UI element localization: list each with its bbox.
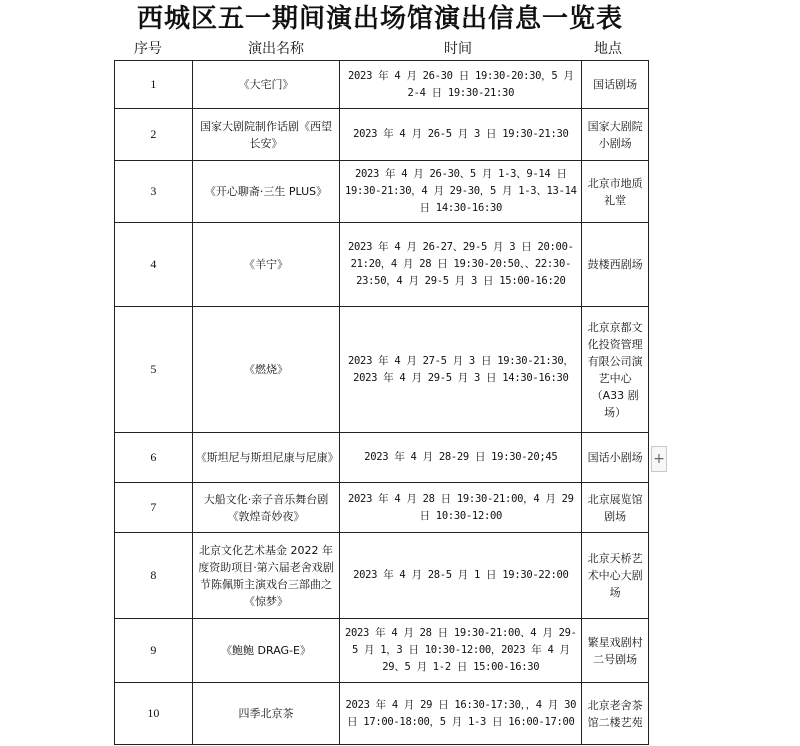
cell-place: 鼓楼西剧场: [582, 223, 649, 307]
cell-no: 6: [115, 433, 193, 483]
table-row: [115, 433, 649, 483]
header-name: 演出名称: [248, 41, 304, 57]
cell-place: 繁星戏剧村二号剧场: [582, 619, 649, 683]
cell-time: 2023 年 4 月 26-30 日 19:30-20:30，5 月 2-4 日 19:30-21:30: [340, 61, 582, 109]
cell-name: 大船文化·亲子音乐舞台剧《敦煌奇妙夜》: [192, 483, 340, 533]
cell-place: 北京老舍茶馆二楼艺苑: [582, 683, 649, 745]
cell-name: 国家大剧院制作话剧《西望长安》: [192, 109, 340, 161]
cell-name: 《鲍鲍 DRAG-E》: [192, 619, 340, 683]
cell-name: 北京文化艺术基金 2022 年度资助项目·第六届老舍戏剧节陈佩斯主演戏台三部曲之《惊梦》: [192, 533, 340, 619]
header-time: 时间: [444, 41, 472, 57]
cell-no: 2: [115, 109, 193, 161]
performance-table: [114, 60, 649, 745]
cell-name: 《开心聊斋·三生 PLUS》: [192, 161, 340, 223]
column-headers: [0, 38, 800, 60]
table-row: [115, 161, 649, 223]
table-row: [115, 483, 649, 533]
cell-place: 国话小剧场: [582, 433, 649, 483]
header-no: 序号: [134, 41, 162, 57]
cell-place: 北京市地质礼堂: [582, 161, 649, 223]
table-row: [115, 109, 649, 161]
cell-place: 北京展览馆剧场: [582, 483, 649, 533]
table-row: [115, 619, 649, 683]
cell-name: 《大宅门》: [192, 61, 340, 109]
cell-name: 《燃烧》: [192, 307, 340, 433]
table-row: [115, 683, 649, 745]
table-row: [115, 307, 649, 433]
cell-time: 2023 年 4 月 29 日 16:30-17:30，，4 月 30 日 17:00-18:00，5 月 1-3 日 16:00-17:00: [340, 683, 582, 745]
cell-time: 2023 年 4 月 26-30、5 月 1-3、9-14 日 19:30-21:30，4 月 29-30，5 月 1-3、13-14 日 14:30-16:30: [340, 161, 582, 223]
table-row: [115, 223, 649, 307]
cell-no: 8: [115, 533, 193, 619]
cell-no: 4: [115, 223, 193, 307]
cell-time: 2023 年 4 月 28-5 月 1 日 19:30-22:00: [340, 533, 582, 619]
cell-name: 《斯坦尼与斯坦尼康与尼康》: [192, 433, 340, 483]
cell-time: 2023 年 4 月 26-27、29-5 月 3 日 20:00-21:20，4 月 28 日 19:30-20:50、、22:30-23:50，4 月 29-5 月 3 日 15:00-16:20: [340, 223, 582, 307]
cell-place: 国话剧场: [582, 61, 649, 109]
add-row-button[interactable]: +: [651, 446, 667, 472]
cell-time: 2023 年 4 月 26-5 月 3 日 19:30-21:30: [340, 109, 582, 161]
cell-name: 四季北京茶: [192, 683, 340, 745]
cell-name: 《羊宁》: [192, 223, 340, 307]
cell-place: 国家大剧院小剧场: [582, 109, 649, 161]
cell-no: 5: [115, 307, 193, 433]
cell-time: 2023 年 4 月 28-29 日 19:30-20;45: [340, 433, 582, 483]
cell-no: 3: [115, 161, 193, 223]
cell-no: 9: [115, 619, 193, 683]
cell-place: 北京天桥艺术中心大剧场: [582, 533, 649, 619]
cell-no: 7: [115, 483, 193, 533]
cell-time: 2023 年 4 月 28 日 19:30-21:00、4 月 29-5 月 1，3 日 10:30-12:00，2023 年 4 月 29、5 月 1-2 日 15:00-16:30: [340, 619, 582, 683]
cell-no: 1: [115, 61, 193, 109]
cell-time: 2023 年 4 月 27-5 月 3 日 19:30-21:30，2023 年 4 月 29-5 月 3 日 14:30-16:30: [340, 307, 582, 433]
document-title: 西城区五一期间演出场馆演出信息一览表: [136, 4, 623, 34]
cell-no: 10: [115, 683, 193, 745]
table-row: [115, 61, 649, 109]
table-row: [115, 533, 649, 619]
header-place: 地点: [594, 41, 622, 57]
cell-time: 2023 年 4 月 28 日 19:30-21:00，4 月 29 日 10:30-12:00: [340, 483, 582, 533]
cell-place: 北京京都文化投资管理有限公司演艺中心（A33 剧场）: [582, 307, 649, 433]
